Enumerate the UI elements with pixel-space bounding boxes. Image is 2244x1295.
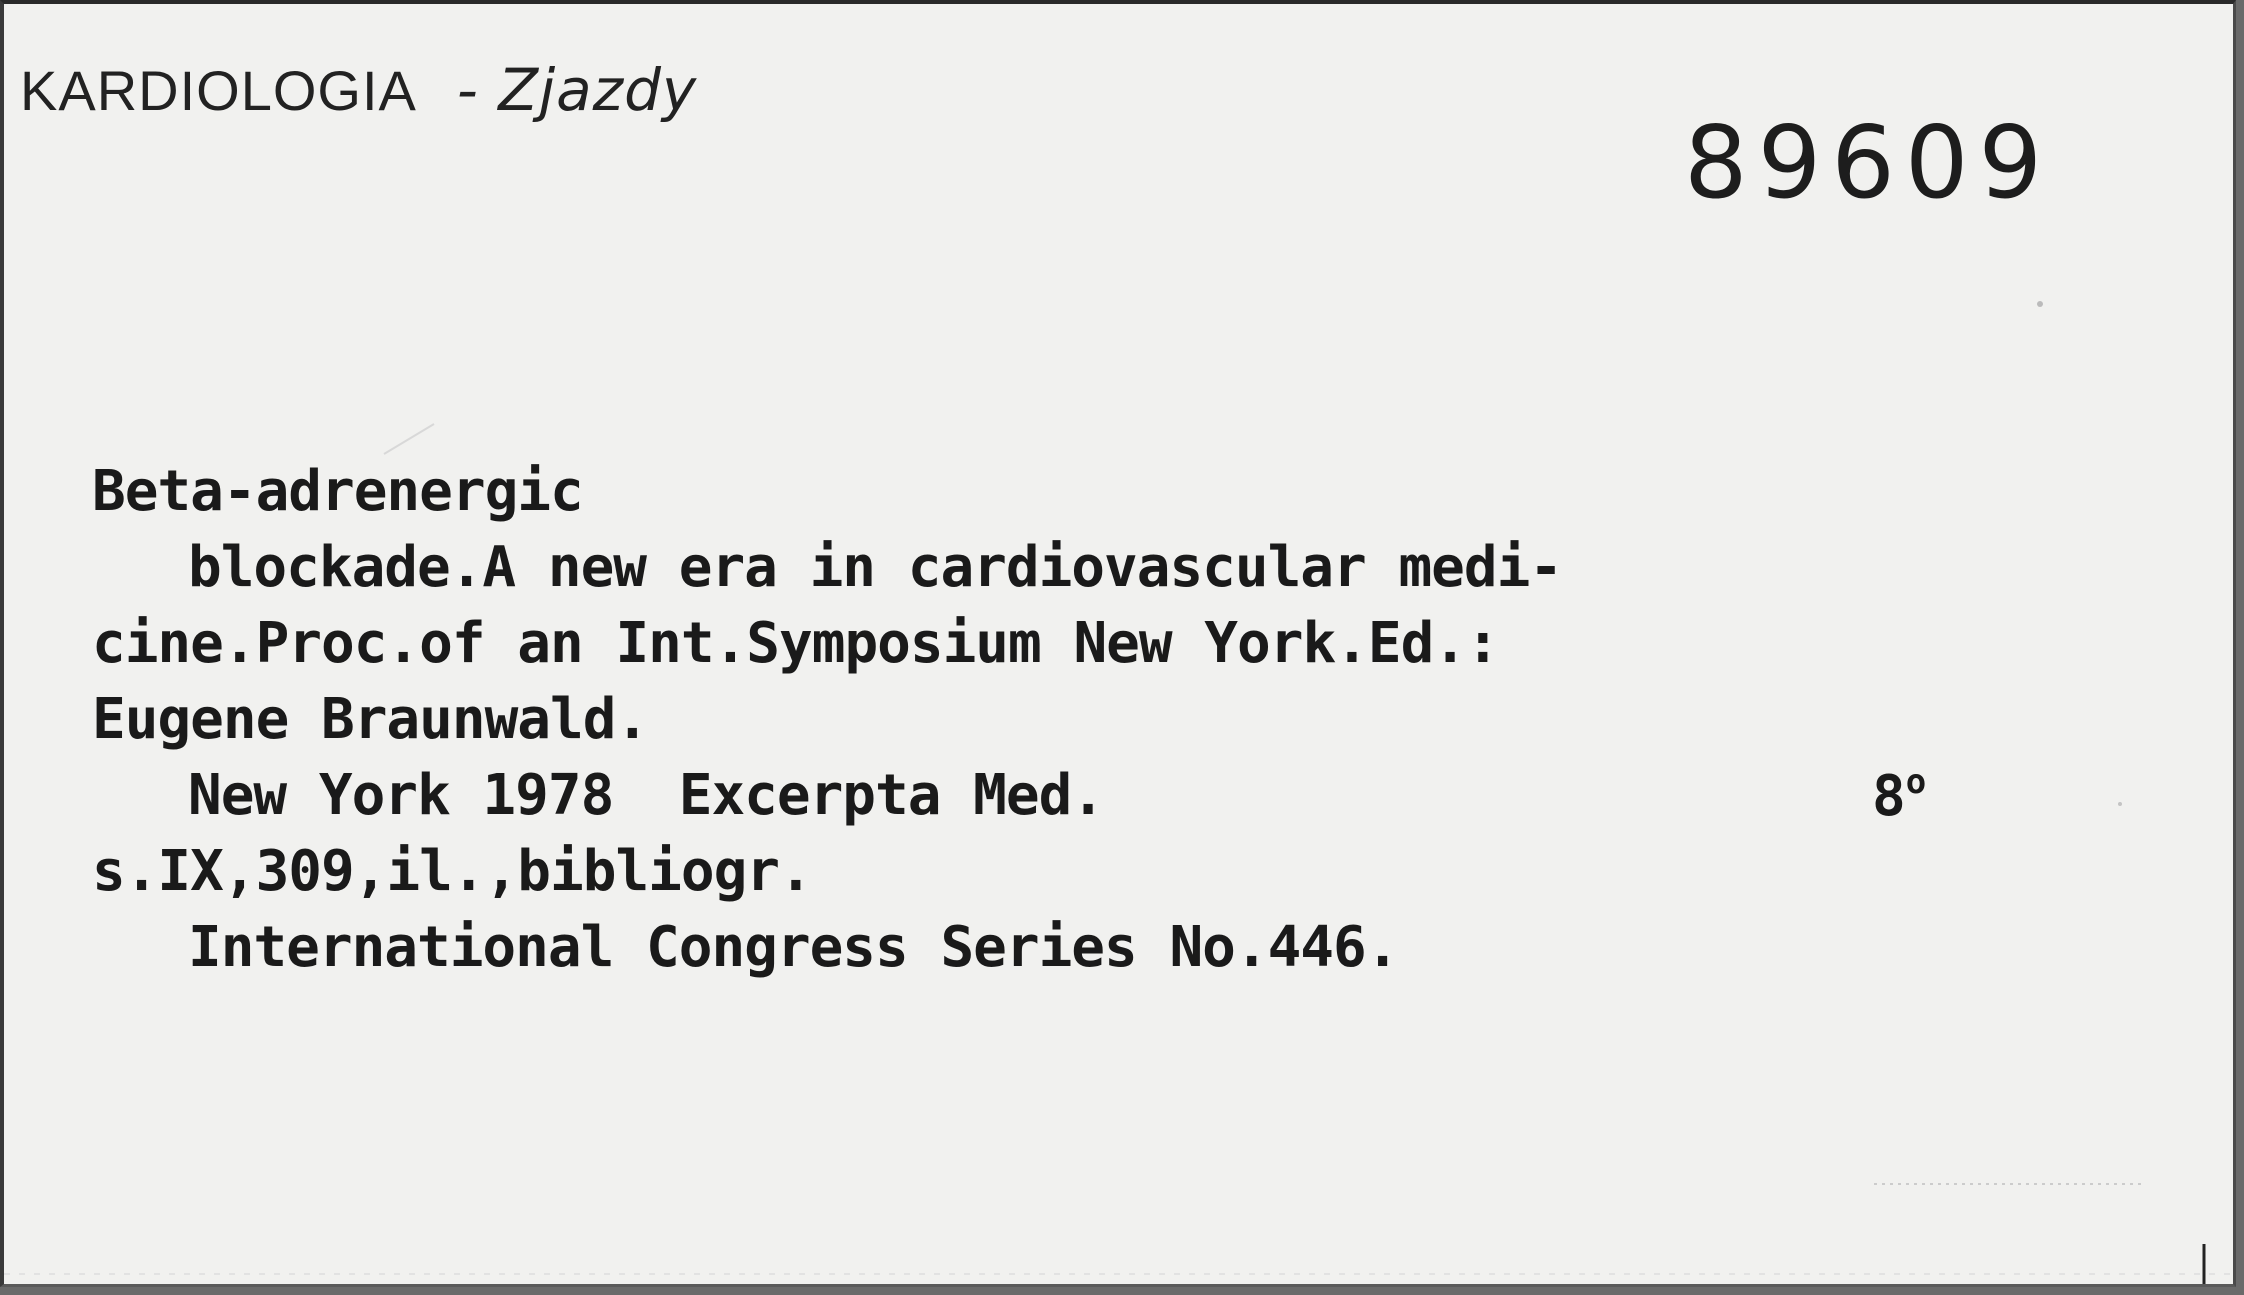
subject-heading (20, 56, 697, 124)
entry-title-continuation: blockade.A new era in cardiovascular medi- (188, 535, 1563, 600)
format-number: 8 (1872, 764, 1906, 829)
subject-subdivision: - Zjazdy (456, 56, 698, 124)
format-size (1872, 762, 1926, 829)
entry-imprint-line: New York 1978 Excerpta Med. (188, 763, 1105, 828)
entry-series-line: International Congress Series No.446. (188, 915, 1399, 980)
accession-number: 89609 (1684, 104, 2053, 221)
subject-main: KARDIOLOGIA (20, 59, 417, 122)
format-degree: o (1905, 762, 1927, 802)
entry-proceedings-line: cine.Proc.of an Int.Symposium New York.Ed.: (92, 611, 1499, 676)
entry-editor-line: Eugene Braunwald. (92, 687, 649, 752)
bibliographic-entry (92, 454, 1562, 986)
entry-collation-line: s.IX,309,il.,bibliogr. (92, 839, 812, 904)
entry-title-line: Beta-adrenergic (92, 459, 583, 524)
